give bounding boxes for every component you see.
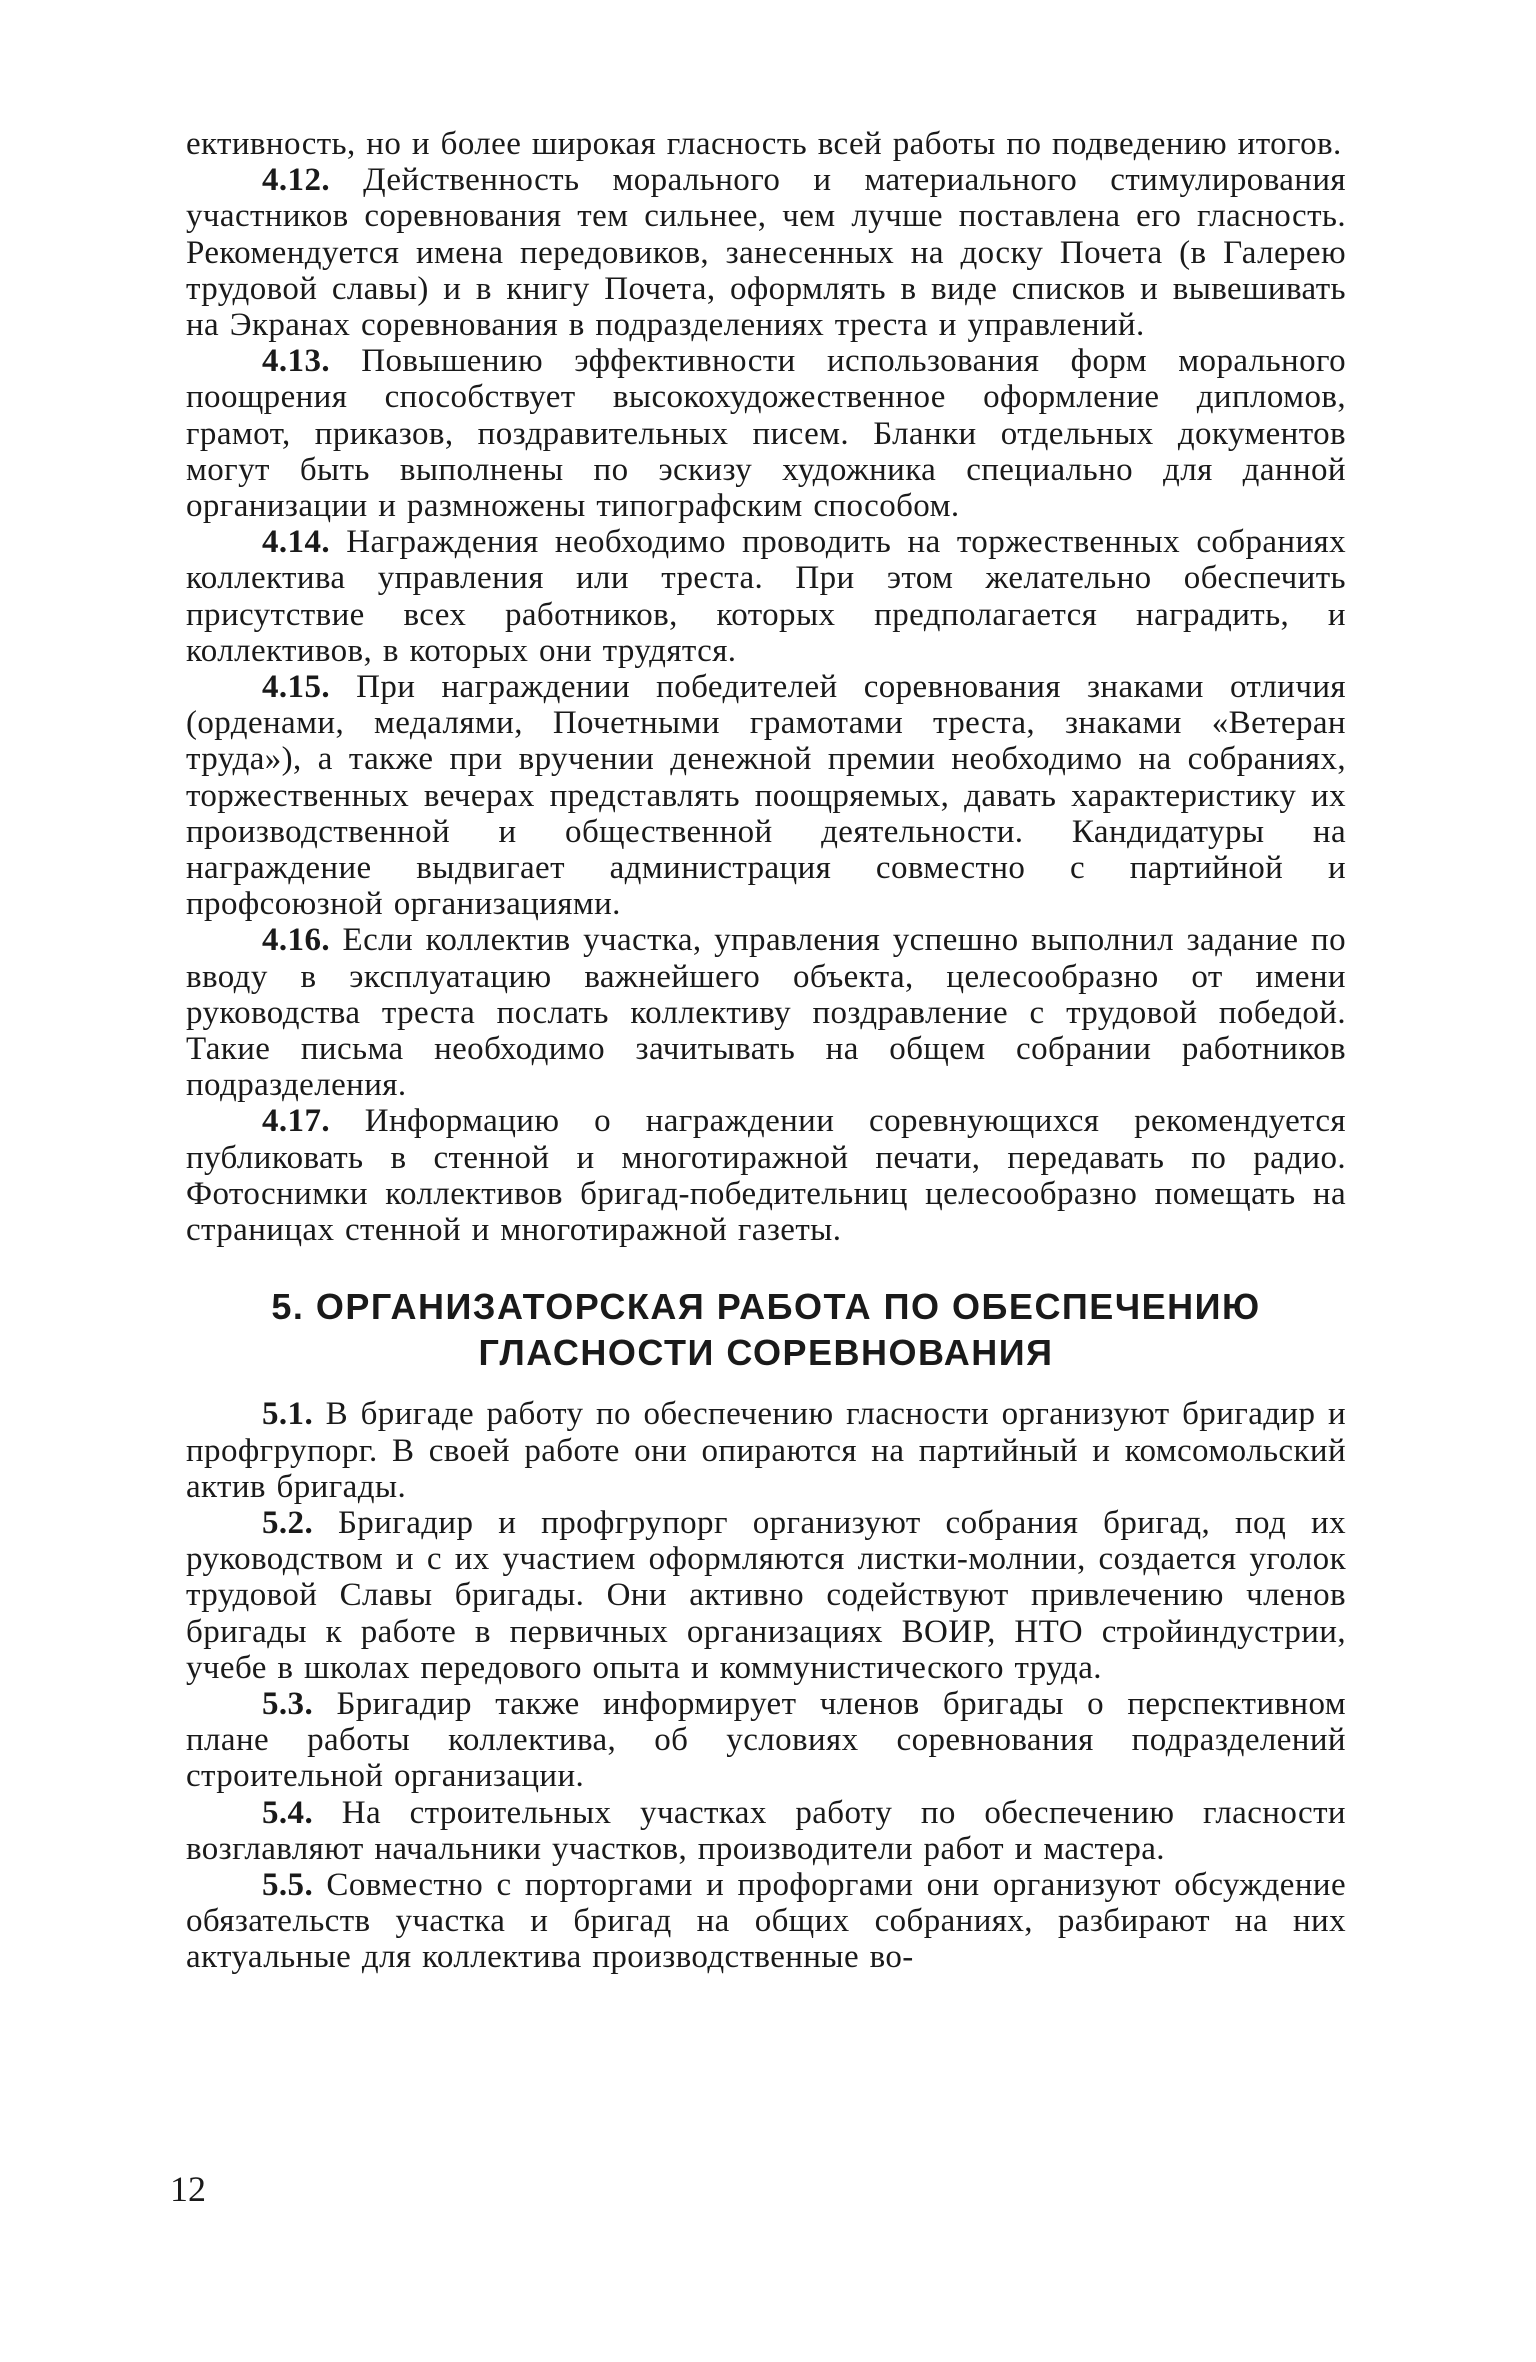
paragraph-number: 4.14.: [262, 524, 330, 561]
paragraph-5-1: [186, 1396, 1346, 1505]
paragraph-number: 4.13.: [262, 343, 330, 380]
page-number: 12: [170, 2169, 206, 2209]
paragraph-number: 4.16.: [262, 922, 330, 959]
paragraph-text: В бригаде работу по обеспечению гласности организуют бригадир и профгрупорг. В своей работе они опираются на партийный и комсомольский актив бригады.: [186, 1396, 1346, 1505]
paragraph-text: Совместно с порторгами и профоргами они организуют обсуждение обязательств участка и бригад на общих собраниях, разбирают на них актуальные для коллектива производственные во-: [186, 1866, 1346, 1976]
paragraph-5-2: [186, 1505, 1346, 1686]
section-heading: [186, 1284, 1346, 1376]
paragraph-text: Бригадир и профгрупорг организуют собрания бригад, под их руководством и с их участием оформляются листки-молнии, создается уголок трудовой Славы бригады. Они активно содействуют привлечению членов бригады к работе в первичных организациях ВОИР, НТО стройиндустрии, учебе в школах передового опыта и коммунистического труда.: [186, 1504, 1346, 1686]
paragraph-text: Если коллектив участка, управления успешно выполнил задание по вводу в эксплуатацию важнейшего объекта, целесообразно от имени руководства треста послать коллективу поздравление с трудовой победой. Такие письма необходимо зачитывать на общем собрании работников подразделения.: [186, 922, 1346, 1104]
paragraph-number: 5.2.: [262, 1504, 314, 1541]
paragraph-text: ективность, но и более широкая гласность всей работы по подведению итогов.: [186, 126, 1342, 162]
paragraph-4-16: [186, 922, 1346, 1103]
paragraph-text: На строительных участках работу по обеспечению гласности возглавляют начальники участков, производители работ и мастера.: [186, 1794, 1346, 1867]
paragraph-number: 4.17.: [262, 1103, 330, 1140]
paragraph-number: 4.15.: [262, 669, 330, 706]
paragraph-5-4: [186, 1795, 1346, 1867]
paragraph-5-5: [186, 1867, 1346, 1976]
paragraph-4-12: [186, 162, 1346, 343]
paragraph-continuation: [186, 126, 1346, 162]
paragraph-4-13: [186, 343, 1346, 524]
paragraph-5-3: [186, 1686, 1346, 1795]
section-heading-line-2: ГЛАСНОСТИ СОРЕВНОВАНИЯ: [478, 1332, 1054, 1374]
paragraph-number: 5.5.: [262, 1866, 314, 1903]
paragraph-text: Информацию о награждении соревнующихся рекомендуется публиковать в стенной и многотиражной печати, передавать по радио. Фотоснимки коллективов бригад-победительниц целесообразно помещать на страницах стенной и многотиражной газеты.: [186, 1103, 1346, 1249]
paragraph-number: 5.1.: [262, 1396, 314, 1433]
paragraph-text: Бригадир также информирует членов бригады о перспективном плане работы коллектива, об условиях соревнования подразделений строительной организации.: [186, 1685, 1346, 1795]
document-page: [186, 126, 1346, 1976]
section-heading-line-1: 5. ОРГАНИЗАТОРСКАЯ РАБОТА ПО ОБЕСПЕЧЕНИЮ: [271, 1286, 1261, 1328]
paragraph-text: Действенность морального и материального стимулирования участников соревнования тем сильнее, чем лучше поставлена его гласность. Рекомендуется имена передовиков, занесенных на доску Почета (в Галерею трудовой славы) и в книгу Почета, оформлять в виде списков и вывешивать на Экранах соревнования в подразделениях треста и управлений.: [186, 162, 1346, 344]
paragraph-text: При награждении победителей соревнования знаками отличия (орденами, медалями, Почетными грамотами треста, знаками «Ветеран труда»), а также при вручении денежной премии необходимо на собраниях, торжественных вечерах представлять поощряемых, давать характеристику их производственной и общественной деятельности. Кандидатуры на награждение выдвигает администрация совместно с партийной и профсоюзной организациями.: [186, 669, 1346, 923]
paragraph-4-15: [186, 669, 1346, 922]
paragraph-4-17: [186, 1103, 1346, 1248]
paragraph-number: 4.12.: [262, 162, 330, 199]
paragraph-number: 5.4.: [262, 1794, 314, 1831]
paragraph-text: Награждения необходимо проводить на торжественных собраниях коллектива управления или треста. При этом желательно обеспечить присутствие всех работников, которых предполагается наградить, и коллективов, в которых они трудятся.: [186, 524, 1346, 669]
paragraph-text: Повышению эффективности использования форм морального поощрения способствует высокохудожественное оформление дипломов, грамот, приказов, поздравительных писем. Бланки отдельных документов могут быть выполнены по эскизу художника специально для данной организации и размножены типографским способом.: [186, 343, 1346, 525]
paragraph-4-14: [186, 524, 1346, 669]
paragraph-number: 5.3.: [262, 1685, 314, 1722]
